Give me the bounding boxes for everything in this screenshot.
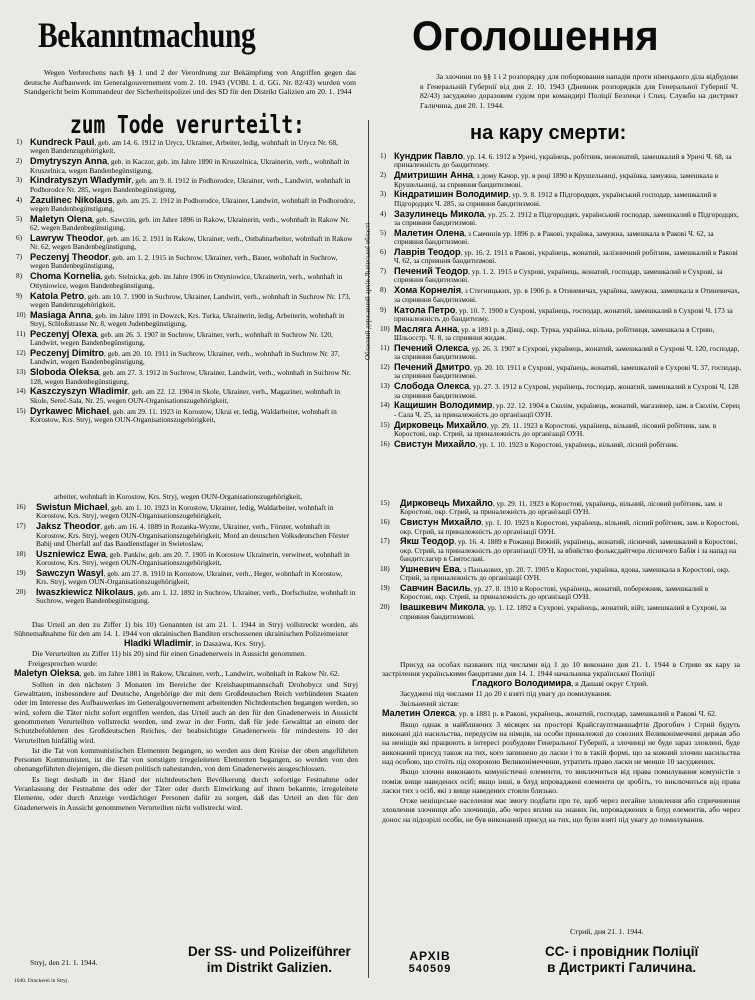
person-name: Sloboda Oleksa bbox=[30, 367, 99, 378]
german-warning-paragraph: Sollten in den nächsten 3 Monaten im Bereiche der Kreishauptmannschaft Drohobycz und Stryj Gewalttaten, insbesondere auf Deutsche, Angehörige der mit dem Großdeutschen Reich verbündeten Staaten oder im Interesse des Aufbauwerkes im Generalgouvernement arbeitenden Nichtdeutschen begangen werden, so wird, sofern die Täter nicht sofort ergriffen werden, das Urteil auch an den für den Gnadenerweis in Aussicht genommenen Verurteilten vollstreckt werden, und zwar in der Form, daß für jede Gewalttat an einem der Schutzbefohlenen des Großdeutschen Reiches, der beabsichtigte Gnadenerweis für mindestens 10 der Verurteilten hinfällig wird. bbox=[14, 679, 358, 745]
person-name: Печений Теодор bbox=[394, 266, 469, 277]
person-name: Дмитришин Анна bbox=[394, 170, 473, 181]
person-name: Кундрик Павло bbox=[394, 151, 464, 161]
list-item bbox=[16, 253, 356, 271]
person-details: , geb. am 27. 3. 1912 in Suchrow, Ukrainer, Landwirt, verh., wohnhaft in Suchrow Nr. 128, wegen Bandenbegünstigung, bbox=[30, 368, 351, 386]
person-details: , ур. 16. 2. 1911 в Ракові, українець, жонатий, залізничний робітник, замешкалий в Ракові Ч. 62, за сприяння бандитизмові. bbox=[394, 247, 738, 266]
ukrainian-population-paragraph: Отже неніщеське населення має змогу подбати про те, щоб через негайне зловлення або спричинення зловлення злочинця або злочинців, або через вплив на знаних їм, впроваджених в блуд елементів, або через донос на підозрілі особи, не був виконаний присуд на тих, що були взяті під увагу до помилування. bbox=[382, 796, 740, 824]
item-number: 20) bbox=[16, 587, 26, 597]
person-details: , geb. am 1. 10. 1923 in Korostow, Ukrainer, ledig, Waldarbeiter, wohnhaft in Korostow, Krs. Stryj, wegen OUN-Organisationszugehörigkeit, bbox=[36, 503, 334, 521]
item-number: 20) bbox=[380, 602, 390, 612]
list-item bbox=[16, 569, 356, 587]
person-details: , geb. am 1. 12. 1892 in Suchrow, Ukrainer, verh., Dorfschulze, wohnhaft in Suchrow, wegen Bandenbegünstigung. bbox=[36, 588, 356, 606]
german-communist-paragraph: Ist die Tat von kommunistischen Elementen begangen, so werden aus dem Kreise der oben angeführten Personen Kommunisten, ist die Tat von sonstigen irregeleiteten Elementen begangen, so werden von den obenangeführten diejenigen, die diesen politisch nahestanden, von dem Gnadenerweis ausgeschlossen. bbox=[14, 745, 358, 774]
ukrainian-warning-paragraph: Якщо однак в найближчих 3 місяцях на просторі Крайсгауптманшафтів Дрогобич і Стрий будуть виконані діл насильства, передусім на німців, на особи приналежні до союзних Великонімеччині держав або на неніщів які працюють в інтересі розбудови Генеральної Губернії, а злочинці не буде зараз зловлені, буде виконаний присуд також на тих, кого запишено до ласки і то в такій формі, що за кожний злочин насильства над особою, що стоїть під охороною Великонімеччини, утратить право ласки не менше 10 засуджених. bbox=[382, 719, 740, 766]
list-item bbox=[380, 537, 742, 563]
german-intro: Wegen Verbrechens nach §§ 1 und 2 der Verordnung zur Bekämpfung von Angriffen gegen das deutsche Aufbauwerk im Generalgouvernement vom 2. 10. 1943 (VOBl. I. d. GG. Nr. 82/43) wurden vom Standgericht beim Kommandeur der Sicherheitspolizei und des SD für den Distrikt Galizien am 20. 1. 1944 bbox=[24, 68, 356, 97]
item-number: 13) bbox=[16, 367, 26, 377]
ukrainian-body bbox=[382, 660, 740, 825]
item-number: 12) bbox=[380, 362, 390, 372]
archive-stamp: АРХІВ 540509 bbox=[408, 949, 452, 975]
german-signature: Der SS- und Polizeiführer im Distrikt Galizien. bbox=[188, 944, 351, 975]
person-name: Peczenyj Theodor bbox=[30, 252, 109, 263]
person-name: Lawryw Theodor bbox=[30, 232, 103, 243]
person-name: Савчин Василь bbox=[400, 583, 471, 594]
person-name: Дирковець Михайло bbox=[400, 498, 493, 508]
person-details: , ур. 16. 4. 1889 в Рожанці Вижній, українець, жонатий, лісничий, замешкалий в Коростові, окр. Стрий, за приналежність до організації ОУН, за вбийство фольксдайтчера лісничого Бабія і за напад на бандитслагер в Святославі. bbox=[400, 537, 738, 564]
ukrainian-verdict: на кару смерти: bbox=[470, 122, 627, 144]
item-number: 16) bbox=[16, 502, 26, 511]
person-name: Свистун Михайло bbox=[394, 438, 476, 449]
german-execution-paragraph: Das Urteil an den zu Ziffer 1) bis 10) Genannten ist am 21. 1. 1944 in Stryj vollstreckt worden, als Sühnemaßnahme für den am 14. 1. 1944 von ukrainischen Banditen erschossenen ukrainischen Polizeimeister Hladki Wladimir, in Daszawa, Krs. Stryj. bbox=[14, 620, 358, 648]
person-details: , geb. in Kaczor, geb. im Jahre 1890 in Kruszelnica, Ukrainerin, verh., wohnhaft in Kruszelnica, wegen Bandenbegünstigung, bbox=[30, 157, 350, 175]
list-item bbox=[16, 215, 356, 233]
german-acquit-label: Freigesprochen wurde: bbox=[28, 659, 98, 669]
person-details: , geb. am 1. 2. 1915 in Suchrow, Ukrainer, verh., Bauer, wohnhaft in Suchrow, wegen Bandenbegünstigung, bbox=[30, 253, 338, 271]
person-name: Zazulinec Nikolaus bbox=[30, 194, 113, 205]
person-name: Iwaszkiewicz Nikolaus bbox=[36, 587, 134, 598]
list-item bbox=[380, 401, 742, 419]
list-item bbox=[16, 196, 356, 214]
person-name: Якш Теодор bbox=[400, 536, 455, 547]
person-name: Катола Петро bbox=[394, 304, 456, 315]
person-name: Peczenyj Dimitro bbox=[30, 348, 105, 359]
ukrainian-title: Оголошення bbox=[412, 12, 659, 59]
person-details: , geb. am 25. 2. 1912 in Podhorodce, Ukrainer, Landwirt, wohnhaft in Podhorodce, wegen Bandenbegünstigung, bbox=[30, 195, 356, 213]
person-details: , geb. am 9. 8. 1912 in Podhorodce, Ukrainer, verh., Landwirt, wohnhaft in Podhorodce Nr. 285, wegen Bandenbegünstigung, bbox=[30, 176, 351, 194]
item-number: 1) bbox=[380, 151, 387, 160]
list-item bbox=[16, 503, 356, 521]
item-number: 12) bbox=[16, 348, 26, 358]
item-number: 9) bbox=[380, 304, 387, 314]
item-number: 11) bbox=[16, 328, 26, 338]
list-item bbox=[16, 368, 356, 386]
list-item bbox=[16, 157, 356, 175]
person-name: Kundreck Paul bbox=[30, 137, 95, 147]
item-number: 5) bbox=[16, 213, 23, 223]
german-population-paragraph: Es liegt deshalb in der Hand der nichtdeutschen Bevölkerung durch sofortige Festnahme oder Veranlassung der Festnahme des oder der Täter oder durch Einwirkung auf ihnen bekannte, irregeleitete Elemente, oder durch Anzeige verdächtiger Personen dafür zu sorgen, daß das Urteil an den für den Gnadenerweis in Aussicht genommenen Verurteilten nicht vollstreckt wird. bbox=[14, 774, 358, 812]
item-number: 2) bbox=[16, 156, 23, 166]
person-details: , geb. am 22. 12. 1904 in Skole, Ukrainer, verh., Magaziner, wohnhaft in Skole, Sereć-Sala, Nr. 25, wegen OUN-Organisationszugehörigkeit, bbox=[30, 387, 341, 405]
item-number: 17) bbox=[380, 536, 390, 546]
person-name: Масляга Анна bbox=[394, 323, 458, 334]
list-item bbox=[16, 588, 356, 606]
german-pardon-paragraph: Die Verurteilten zu Ziffer 11) bis 20) sind für einen Gnadenerweis in Aussicht genommen. bbox=[32, 648, 307, 658]
list-item bbox=[380, 190, 742, 208]
person-name: Dyrkawec Michael bbox=[30, 405, 110, 416]
person-name: Кіндратишин Володимир bbox=[394, 189, 509, 200]
person-name: Хома Корнелія bbox=[394, 285, 462, 296]
item-number: 11) bbox=[380, 342, 390, 352]
ukrainian-sentenced-list-continued bbox=[380, 499, 742, 622]
list-item bbox=[380, 565, 742, 583]
person-details: , geb. am 16. 4. 1889 in Rozanka-Wyzne, Ukrainer, verh., Förster, wohnhaft in Korostow, Krs. Stryj, wegen OUN-Organisationszugehörigkeit, Mord an deutschen Volksdeutschen Förster Babij und Überfall auf das Baudienstlager in Swietoslaw, bbox=[36, 522, 350, 548]
person-name: Jaksz Theodor bbox=[36, 521, 101, 532]
item-number: 7) bbox=[16, 252, 23, 262]
person-name: Masiaga Anna bbox=[30, 309, 92, 320]
item-number: 18) bbox=[380, 563, 390, 573]
list-item bbox=[380, 584, 742, 602]
person-details: , ур. 27. 8. 1910 в Коростові, українець, жонатий, побережник, замешкалий в Коростові, окр. Стрий, за приналежність до організації ОУН. bbox=[400, 584, 709, 602]
item-number: 7) bbox=[380, 266, 387, 276]
person-name: Sawczyn Wasyl bbox=[36, 567, 104, 578]
person-name: Зазулинець Микола bbox=[394, 208, 485, 219]
item-number: 6) bbox=[380, 246, 387, 256]
item-number: 19) bbox=[16, 567, 26, 577]
item-number: 4) bbox=[380, 208, 387, 218]
person-name: Peczenyj Olexa bbox=[30, 328, 97, 339]
item-number: 18) bbox=[16, 548, 26, 558]
item-number: 10) bbox=[16, 309, 26, 319]
person-details: , geb. am 14. 6. 1912 in Urycz, Ukrainer, Arbeiter, ledig, wohnhaft in Urycz Nr. 68, wegen Bandenzugehörigkeit, bbox=[30, 138, 338, 156]
list-item bbox=[380, 603, 742, 621]
person-name: Swistun Michael bbox=[36, 502, 108, 512]
ukrainian-intro: За злочини по §§ 1 і 2 розпорядку для поборювання нападів проти німецького діла відбудови в Генеральній Губернії від дня 2. 10. 1943 (Дневник розпорядків для Генеральної Губернії Ч. 82/43) засуджено доразовим судом при командирі Поліції Безпеки і Спец. Служби на дистрикт Галичина, дня 20. 1. 1944. bbox=[420, 72, 738, 110]
german-verdict: zum Tode verurteilt: bbox=[70, 110, 305, 139]
ukrainian-execution-paragraph: Присуд на особах названих під числами від 1 до 10 виконано дня 21. 1. 1944 в Стрию як кару за застрілення українськими бандитами дня 14. 1. 1944 начальника української Поліції Гладкого Володимира, в Дашаві округ Стрий. bbox=[382, 660, 740, 688]
person-name: Печений Дмитро bbox=[394, 362, 471, 373]
person-name: Katola Petro bbox=[30, 290, 85, 301]
person-name: Слобода Олекса bbox=[394, 381, 470, 392]
person-details: , geb. Sawczin, geb. im Jahre 1896 in Rakow, Ukrainerin, verh., wohnhaft in Rakow Nr. 62, wegen Bandenbegünstigung, bbox=[30, 214, 350, 233]
german-sentenced-list bbox=[16, 138, 356, 426]
person-details: , ур. 26. 3. 1907 в Сухрові, українець, жонатий, замешкалий в Сухрові Ч. 120, господар, за сприяння бандитизмові. bbox=[394, 343, 740, 362]
person-details: , geb. am 10. 7. 1900 in Suchrow, Ukrainer, Landwirt, verh., wohnhaft in Suchrow Nr. 173, wegen Bandenzugehörigkeit, bbox=[30, 291, 351, 309]
list-item bbox=[380, 440, 742, 449]
ukrainian-pardon-paragraph: Засуджені під числами 11 до 20 є взяті під увагу до помилування. bbox=[400, 688, 612, 698]
person-details: , geb. Stelnicka, geb. im Jahre 1906 in Ottyniowice, Ukrainerin, verh., wohnhaft in Ottyniowice, wegen Bandenbegünstigung, bbox=[30, 272, 343, 290]
ukrainian-acquit-label: Звільнений зістав: bbox=[400, 699, 460, 709]
archive-vertical-note: Обласний державний архів Львівської області bbox=[364, 222, 372, 360]
person-details: , ур. в 1891 р. в Дівці, окр. Турка, українка, вільна, робітниця, замешкала в Стрию, Шльосстр. Ч. 8, за сприяння жидам. bbox=[394, 324, 715, 343]
person-name: Івашкевич Микола bbox=[400, 602, 484, 613]
german-acquitted-person: Maletyn Oleksa, geb. im Jahre 1881 in Rakow, Ukrainer, verh., Landwirt, wohnhaft in Rakow Nr. 62. bbox=[14, 668, 340, 679]
german-victim-name: Hladki Wladimir bbox=[124, 637, 192, 648]
ukrainian-victim-name: Гладкого Володимира bbox=[472, 677, 572, 688]
list-item bbox=[16, 550, 356, 568]
ukrainian-sentenced-list bbox=[380, 152, 742, 451]
list-item bbox=[16, 234, 356, 252]
item-number: 4) bbox=[16, 194, 23, 204]
person-details: , з Савчинів ур. 1896 р. в Ракові, українка, замужна, замешкала в Ракові Ч. 62, за сприяння бандитизмові. bbox=[394, 228, 714, 247]
person-details: , geb. am 29. 11. 1923 in Korostow, Ukrai er, ledig, Waldarbeiter, wohnhaft in Korostow, Krs. Stryj, wegen OUN-Organisationszugehörigkeit, bbox=[30, 406, 337, 424]
item-number: 15) bbox=[16, 405, 26, 415]
list-item bbox=[16, 311, 356, 329]
item-number: 8) bbox=[380, 285, 387, 295]
german-place-date: Stryj, den 21. 1. 1944. bbox=[30, 958, 98, 967]
list-item bbox=[380, 344, 742, 362]
printer-note: 1040. Druckerei in Stryj. bbox=[14, 978, 69, 984]
list-item bbox=[16, 330, 356, 348]
item-number: 2) bbox=[380, 170, 387, 180]
item-number: 14) bbox=[380, 400, 390, 410]
list-item bbox=[380, 210, 742, 228]
list-item bbox=[16, 292, 356, 310]
person-details: , ур. 9. 8. 1912 в Підгородцях, український господар, замешкалий в Підгородцях Ч. 285, за сприяння бандитизмові. bbox=[394, 190, 717, 208]
person-details: , geb. Pankiw, geb. am 20. 7. 1905 in Korostow Ukrainerin, verwitwet, wohnhaft in Korostow, Krs. Stryj, wegen OUN-Organisationszugehörigkeit, bbox=[36, 549, 350, 568]
item-number: 6) bbox=[16, 232, 23, 242]
german-title: Bekanntmachung bbox=[38, 15, 256, 55]
item-number: 8) bbox=[16, 271, 23, 281]
person-name: Kindratyszyn Wladymir bbox=[30, 175, 132, 186]
person-name: Дирковець Михайло bbox=[394, 419, 487, 430]
list-item bbox=[380, 286, 742, 304]
list-item bbox=[380, 171, 742, 189]
item-number: 1) bbox=[16, 137, 23, 146]
item-number: 15) bbox=[380, 419, 390, 429]
person-details: , ур. 27. 3. 1912 в Сухрові, українець, господар, жонатий, замешкалий в Сухрові Ч. 128 за сприяння бандитизмові. bbox=[394, 382, 739, 400]
person-name: Dmytryszyn Anna bbox=[30, 156, 108, 167]
item-number: 19) bbox=[380, 583, 390, 593]
list-item bbox=[380, 363, 742, 381]
item-number: 3) bbox=[16, 175, 23, 185]
item-number: 17) bbox=[16, 521, 26, 531]
person-details: , з Стегницьких, ур. в 1906 р. в Отиневичах, українка, замужна, замешкала в Отиневичах, за сприяння бандитизмові. bbox=[394, 286, 740, 304]
item-number: 10) bbox=[380, 323, 390, 333]
item-number: 15) bbox=[380, 498, 390, 507]
item-number: 14) bbox=[16, 386, 26, 396]
person-name: Свистун Михайло bbox=[400, 517, 482, 528]
person-name: Maletyn Olena bbox=[30, 213, 93, 224]
person-name: Choma Kornelia bbox=[30, 271, 101, 282]
item-number: 13) bbox=[380, 381, 390, 391]
item-number: 3) bbox=[380, 189, 387, 199]
list-item bbox=[16, 407, 356, 425]
person-name: Лаврів Теодор bbox=[394, 246, 461, 257]
ukrainian-signature: СС- і провідник Поліції в Дистрикті Галичина. bbox=[545, 944, 699, 975]
list-item bbox=[380, 152, 742, 170]
item-number: 16) bbox=[380, 438, 390, 448]
person-details: , ур. 25. 2. 1912 в Підгородцях, український господар, замешкалий в Підгородцях, за сприяння бандитизмові. bbox=[394, 209, 739, 227]
person-name: Кащишин Володимир bbox=[394, 400, 493, 411]
german-sentenced-list-continued bbox=[16, 503, 356, 607]
person-details: , з Панькових, ур. 20. 7. 1905 в Коростові, українка, вдова, замешкала в Коростові, окр. Стрий, за приналежність до організації ОУН. bbox=[400, 564, 730, 583]
person-details: , geb. am 20. 10. 1911 in Suchrow, Ukrainer, verh., wohnhaft in Suchrow Nr. 37, Landwirt, wegen Bandenbegünstigung, bbox=[30, 349, 340, 367]
list-item bbox=[16, 522, 356, 548]
list-item bbox=[380, 267, 742, 285]
item-number: 16) bbox=[380, 517, 390, 527]
list-item bbox=[380, 325, 742, 343]
list-item bbox=[16, 272, 356, 290]
person-details: , ур. 29. 11. 1923 в Коростові, українець, вільний, лісовий робітник, зам. в Коростові, окр. Стрий, за приналежність до організації ОУН. bbox=[400, 499, 723, 517]
list-item bbox=[380, 518, 742, 536]
list-item bbox=[16, 138, 356, 156]
list-item bbox=[380, 499, 742, 517]
list-item bbox=[380, 229, 742, 247]
list-item bbox=[16, 349, 356, 367]
person-details: , ур. 1. 10. 1923 в Коростові, українець, вільний, лісний робітник, зам. в Коростові, окр. Стрий, за приналежність до організації ОУН. bbox=[400, 518, 739, 536]
list-item bbox=[380, 248, 742, 266]
person-name: Ушневич Ева bbox=[400, 563, 460, 574]
person-name: Малетин Олена bbox=[394, 227, 465, 238]
person-details: , geb. am 16. 2. 1911 in Rakow, Ukrainer, verh., Ostbahnarbeiter, wohnhaft in Rakow Nr. 62, wegen Bandenbegünstigung, bbox=[30, 233, 353, 252]
ukrainian-place-date: Стрий, дня 21. 1. 1944. bbox=[570, 927, 644, 936]
list-item bbox=[16, 387, 356, 405]
list-item bbox=[380, 421, 742, 439]
person-details: , з дому Качор, ур. в році 1890 в Крушельниці, українка, замужна, замешкала в Крушельниці, за сприяння бандитизмові. bbox=[394, 171, 719, 189]
person-details: , ур. 1. 2. 1915 в Сухрові, українець, жонатий, господар, замешкалий в Сухрові, за сприяння бандитизмові. bbox=[394, 267, 723, 285]
person-details: , ур. 1. 12. 1892 в Сухрові, українець, жонатий, війт, замешкалий в Сухрові, за сприяння бандитизмові. bbox=[400, 603, 727, 621]
item-number: 9) bbox=[16, 290, 23, 300]
german-body bbox=[14, 620, 358, 813]
person-name: Uszniewicz Ewa bbox=[36, 548, 106, 559]
person-details: , ур. 20. 10. 1911 в Сухрові, українець, жонатий, замешкалий в Сухрові Ч. 37, господар, за сприяння бандитизмові. bbox=[394, 363, 742, 381]
ukrainian-acquitted-person: Малетин Олекса, ур. в 1881 р. в Ракові, українець, жонатий, господар, замешкалий в Ракові Ч. 62. bbox=[382, 708, 717, 719]
german-list-continuation: arbeiter, wohnhaft in Korostow, Krs. Stryj, wegen OUN-Organisationszugehörigkeit, bbox=[54, 492, 302, 501]
item-number: 5) bbox=[380, 227, 387, 237]
person-details: , ур. 10. 7. 1900 в Сухрові, українець, господар, жонатий, замешкалий в Сухрові Ч. 173 за приналежність до бандитизму. bbox=[394, 305, 733, 323]
person-details: , geb. am 27. 8. 1910 in Korostow, Ukrainer, verh., Heger, wohnhaft in Korostow, Krs. Stryj, wegen OUN-Organisationszugehörigkeit, bbox=[36, 568, 343, 587]
person-details: , ур. 1. 10. 1923 в Коростові, українець, вільний, лісний робітник. bbox=[475, 439, 679, 449]
person-details: , ур. 22. 12. 1904 в Сколім, українець, жонатий, магазинер, зам. в Сколім, Серец - Сала Ч. 25, за приналежність до організації ОУН. bbox=[394, 401, 740, 419]
list-item bbox=[380, 382, 742, 400]
ukrainian-communist-paragraph: Якщо злочин виконають комуністичні елементи, то виключиться від права помилування комуністів з поміж вище наведених осіб; якщо інші, в блуд впроваджені елементи це зробіть, то виключиться від права ласки тих з осіб, які з вище наведених стояли близько. bbox=[382, 767, 740, 795]
list-item bbox=[16, 176, 356, 194]
person-details: , ур. 14. 6. 1912 в Уричі, українець, робітник, нежонатий, замешкалий в Уричі Ч. 68, за приналежність до бандитизму. bbox=[394, 152, 732, 170]
list-item bbox=[380, 306, 742, 324]
person-details: , geb. im Jahre 1891 in Dowzck, Krs. Turka, Ukrainerin, ledig, Arbeiterin, wohnhaft in Stryj, Schloßstrasse Nr. 8, wegen Judenbegünstigung, bbox=[30, 310, 345, 329]
person-details: , geb. am 26. 3. 1907 in Suchrow, Ukrainer, verh., wohnhaft in Suchrow Nr. 120, Landwirt, wegen Bandenbegünstigung, bbox=[30, 329, 333, 348]
person-name: Печений Олекса bbox=[394, 342, 468, 353]
person-name: Kaszczyszyn Wladimir bbox=[30, 386, 129, 397]
person-details: , ур. 29. 11. 1923 в Коростові, українець, вільний, лісовий робітник, зам. в Коростові, окр. Стрий, за приналежність до організації ОУН. bbox=[394, 420, 717, 438]
